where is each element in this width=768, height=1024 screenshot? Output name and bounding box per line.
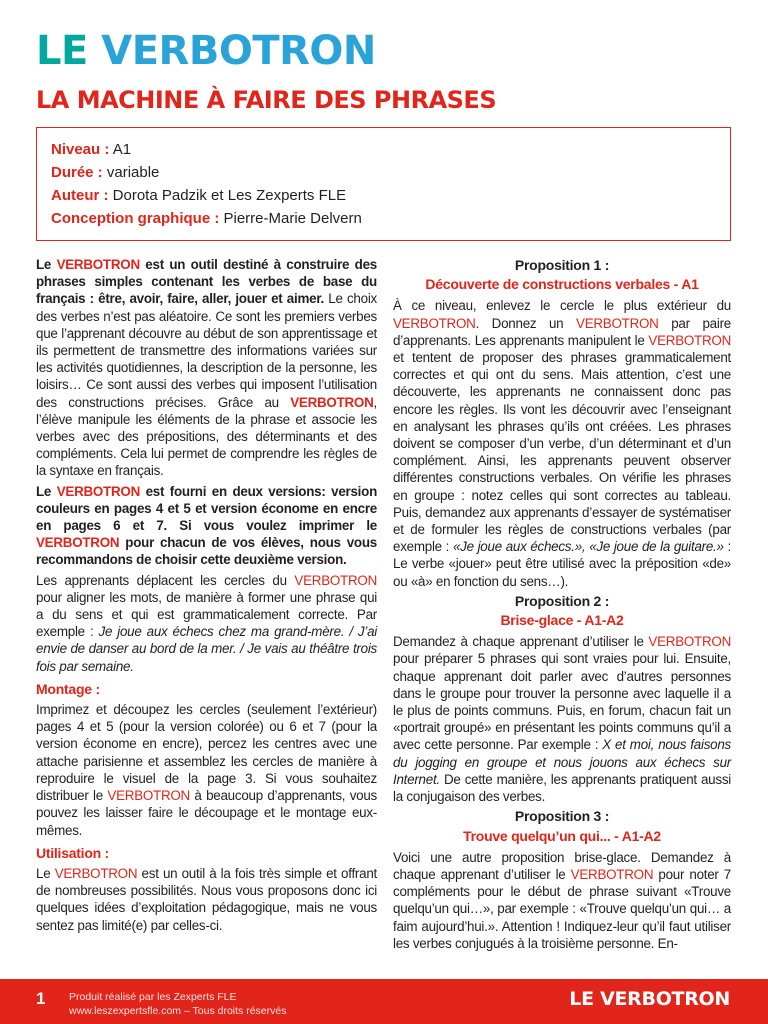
info-row-author: Auteur : Dorota Padzik et Les Zexperts FLE xyxy=(51,187,347,204)
utilisation-paragraph: Le VERBOTRON est un outil à la fois très simple et offrant de nombreuses possibilités. Nous vous proposons donc ici quelques idées d’exploitation pédagogique, mais ne vous sentez pas limité(e) par celles-ci. xyxy=(36,865,377,933)
proposition-1-heading: Proposition 1 : xyxy=(514,257,610,273)
utilisation-heading: Utilisation : xyxy=(36,844,109,861)
proposition-2-text: Demandez à chaque apprenant d’utiliser le VERBOTRON pour préparer 5 phrases qui sont vraies pour lui. Ensuite, chaque apprenant doit parler avec d’autres personnes dans le groupe pour trouver la personne avec laquelle il a le plus de points communs. Puis, en forum, chacun fait un «portrait groupé» en présentant les points communs qu’il a avec cette personne. Par exemple : X et moi, nous faisons du jogging en groupe et nous jouons aux échecs sur Internet. De cette manière, les apprenants pratiquent aussi la conjugaison des verbes. xyxy=(393,634,731,805)
info-row-duration: Durée : variable xyxy=(51,164,160,181)
footer-credit: Produit réalisé par les Zexperts FLE www.leszexpertsfle.com – Tous droits réservés xyxy=(69,991,287,1017)
footer-brand: LE VERBOTRON xyxy=(569,988,730,1010)
page-number: 1 xyxy=(36,989,46,1008)
proposition-1-title: Découverte de constructions verbales - A1 xyxy=(425,276,699,293)
proposition-3-title: Trouve quelqu’un qui... - A1-A2 xyxy=(463,827,661,844)
info-row-level: Niveau : A1 xyxy=(51,141,132,158)
montage-heading: Montage : xyxy=(36,680,100,697)
page-title: LE VERBOTRON xyxy=(36,28,376,74)
info-row-design: Conception graphique : Pierre-Marie Delvern xyxy=(51,210,362,227)
footer-bar xyxy=(0,979,768,1024)
proposition-2-heading: Proposition 2 : xyxy=(514,592,610,609)
versions-paragraph: Le VERBOTRON est fourni en deux versions: version couleurs en pages 4 et 5 et version économe en encre en pages 6 et 7. Si vous voulez imprimer le VERBOTRON pour chacun de vos élèves, nous vous recommandons de choisir cette deuxième version. xyxy=(36,483,377,568)
left-column xyxy=(36,256,377,937)
montage-paragraph: Imprimez et découpez les cercles (seulement l’extérieur) pages 4 et 5 (pour la version colorée) ou 6 et 7 (pour la version économe en encre), percez les centres avec une attache parisienne et assemblez les cercles de manière à reproduire le visuel de la page 3. Si vous souhaitez distribuer le VERBOTRON à beaucoup d’apprenants, vous pouvez les laisser faire le découpage et le montage eux-mêmes. xyxy=(36,702,377,838)
proposition-2-title: Brise-glace - A1-A2 xyxy=(500,612,624,629)
proposition-3-heading: Proposition 3 : xyxy=(514,808,610,825)
info-box xyxy=(36,127,731,241)
usage-paragraph: Les apprenants déplacent les cercles du VERBOTRON pour aligner les mots, de manière à former une phrase qui a du sens et qui est grammaticalement correcte. Par exemple : Je joue aux échecs chez ma grand-mère. / J’ai envie de danser au bord de la mer. / Je vais au théâtre trois fois par semaine. xyxy=(36,572,377,674)
proposition-1-text: À ce niveau, enlevez le cercle le plus extérieur du VERBOTRON. Donnez un VERBOTRON par paire d’apprenants. Les apprenants manipulent le VERBOTRON et tentent de proposer des phrases grammaticalement correctes et qui ont du sens. Mais attention, c’est une découverte, les apprenants ne connaissent donc pas encore les règles. Ils vont les découvrir avec l’enseignant en analysant les phrases qu’ils ont créées. Les phrases doivent se composer d’un verbe, d’un déterminant et d’un complément. Ainsi, les apprenants peuvent observer différentes constructions verbales. On vérifie les phrases en groupe : notez celles qui sont correctes au tableau. Puis, demandez aux apprenants d’essayer de systématiser et de formuler les règles de constructions verbales (par exemple : «Je joue aux échecs.», «Je joue de la guitare.» : Le verbe «jouer» peut être utilisé avec la préposition «de» ou «à» en fonction du sens…). xyxy=(393,298,731,589)
proposition-3-text: Voici une autre proposition brise-glace. Demandez à chaque apprenant d’utiliser le VERBOTRON pour noter 7 compléments pour le début de phrase suivant «Trouve quelqu’un qui…», par exemple : «Trouve quelqu’un qui… a faim aujourd’hui.». Attention ! Indiquez-leur qu’il faut utiliser les verbes conjugués à la troisième personne. En- xyxy=(393,849,731,951)
intro-paragraph: Le VERBOTRON est un outil destiné à construire des phrases simples contenant les verbes de base du français : être, avoir, faire, aller, jouer et aimer. Le choix des verbes n’est pas aléatoire. Ce sont les premiers verbes que l’apprenant découvre au début de son apprentissage et ils permettent de transmettre des informations variées sur les activités quotidiennes, la description de la personne, les loisirs… Ce sont aussi des verbes qui imposent l’utilisation des constructions précises. Grâce au VERBOTRON, l’élève manipule les éléments de la phrase et associe les verbes avec des prépositions, des déterminants et des compléments. Cela lui permet de comprendre les règles de la syntaxe en français. xyxy=(36,257,377,479)
right-column xyxy=(393,256,731,955)
page-subtitle: LA MACHINE À FAIRE DES PHRASES xyxy=(36,86,497,114)
